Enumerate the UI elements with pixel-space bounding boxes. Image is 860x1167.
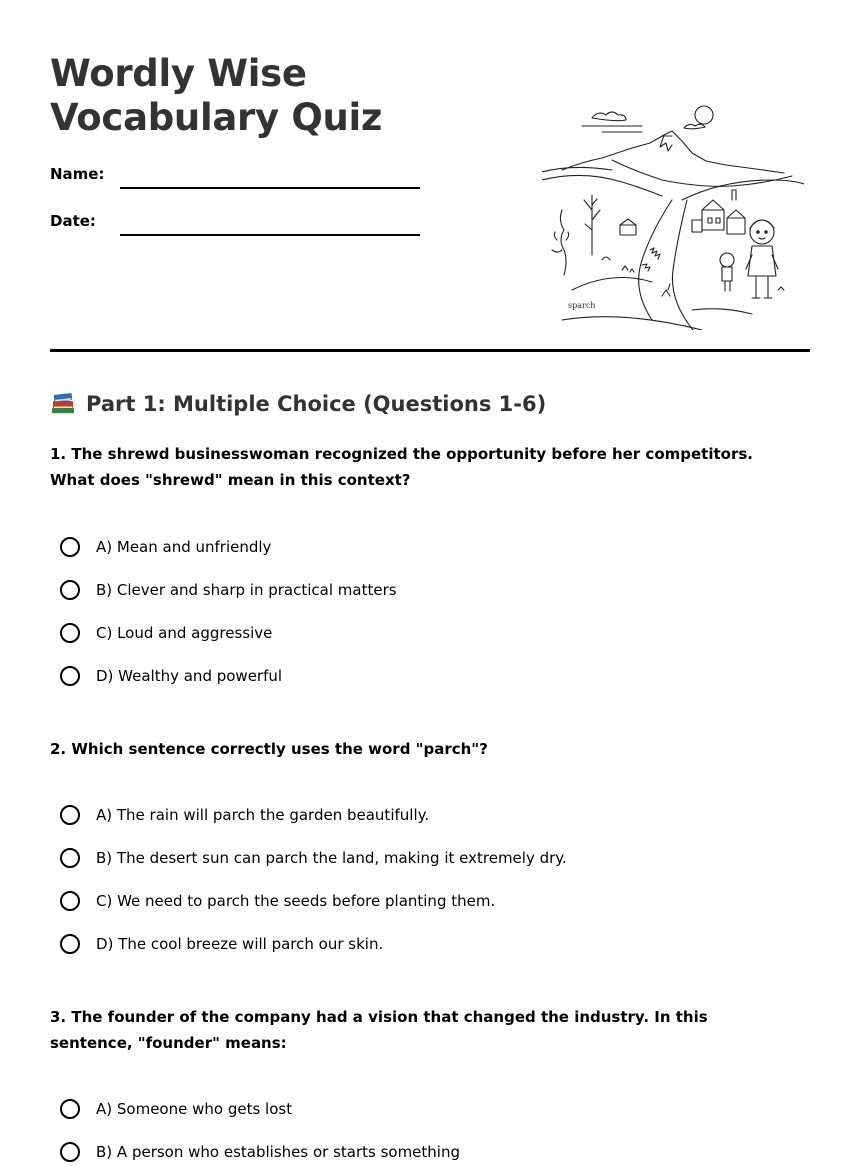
q2-option-d[interactable]: [60, 929, 383, 959]
question-2: [50, 736, 790, 762]
option-label: A) The rain will parch the garden beautifully.: [96, 806, 430, 824]
q1-option-d[interactable]: [60, 661, 282, 691]
date-field[interactable]: [50, 212, 420, 236]
page-title: [50, 52, 382, 140]
question-text: 2. Which sentence correctly uses the word "parch"?: [50, 740, 488, 758]
title-line-2: Vocabulary Quiz: [50, 96, 383, 139]
question-1: [50, 441, 790, 493]
title-line-1: Wordly Wise: [50, 52, 307, 95]
question-text: 3. The founder of the company had a vision that changed the industry. In this sentence, "founder" means:: [50, 1008, 708, 1052]
option-label: B) A person who establishes or starts something: [96, 1143, 460, 1161]
landscape-illustration: [542, 100, 804, 330]
radio-button[interactable]: [60, 891, 80, 911]
option-label: C) We need to parch the seeds before planting them.: [96, 892, 496, 910]
q2-option-c[interactable]: [60, 886, 495, 916]
quiz-page: [50, 0, 810, 1161]
option-label: A) Someone who gets lost: [96, 1100, 293, 1118]
radio-button[interactable]: [60, 537, 80, 557]
header-divider: [50, 349, 810, 352]
q1-option-b[interactable]: [60, 575, 397, 605]
radio-button[interactable]: [60, 1099, 80, 1119]
option-label: D) Wealthy and powerful: [96, 667, 283, 685]
date-label: Date:: [50, 212, 96, 230]
date-blank-line[interactable]: [120, 234, 420, 236]
radio-button[interactable]: [60, 580, 80, 600]
radio-button[interactable]: [60, 666, 80, 686]
radio-button[interactable]: [60, 848, 80, 868]
illustration-caption: sparch: [568, 301, 596, 310]
radio-button[interactable]: [60, 934, 80, 954]
section-title-text: Part 1: Multiple Choice (Questions 1-6): [86, 392, 547, 416]
question-text: 1. The shrewd businesswoman recognized the opportunity before her competitors. What does "shrewd" mean in this context?: [50, 445, 753, 489]
q3-option-a[interactable]: [60, 1094, 292, 1124]
q1-option-a[interactable]: [60, 532, 271, 562]
option-label: B) The desert sun can parch the land, making it extremely dry.: [96, 849, 567, 867]
option-label: A) Mean and unfriendly: [96, 538, 272, 556]
question-3: [50, 1004, 790, 1056]
q2-option-b[interactable]: [60, 843, 567, 873]
books-icon: [50, 391, 76, 417]
section-title: [50, 388, 546, 420]
q2-option-a[interactable]: [60, 800, 429, 830]
q1-option-c[interactable]: [60, 618, 272, 648]
radio-button[interactable]: [60, 805, 80, 825]
name-label: Name:: [50, 165, 105, 183]
quiz-header: [50, 0, 810, 352]
option-label: D) The cool breeze will parch our skin.: [96, 935, 384, 953]
radio-button[interactable]: [60, 1142, 80, 1162]
name-field[interactable]: [50, 165, 420, 189]
name-blank-line[interactable]: [120, 187, 420, 189]
option-label: B) Clever and sharp in practical matters: [96, 581, 397, 599]
radio-button[interactable]: [60, 623, 80, 643]
q3-option-b[interactable]: [60, 1137, 460, 1167]
option-label: C) Loud and aggressive: [96, 624, 273, 642]
